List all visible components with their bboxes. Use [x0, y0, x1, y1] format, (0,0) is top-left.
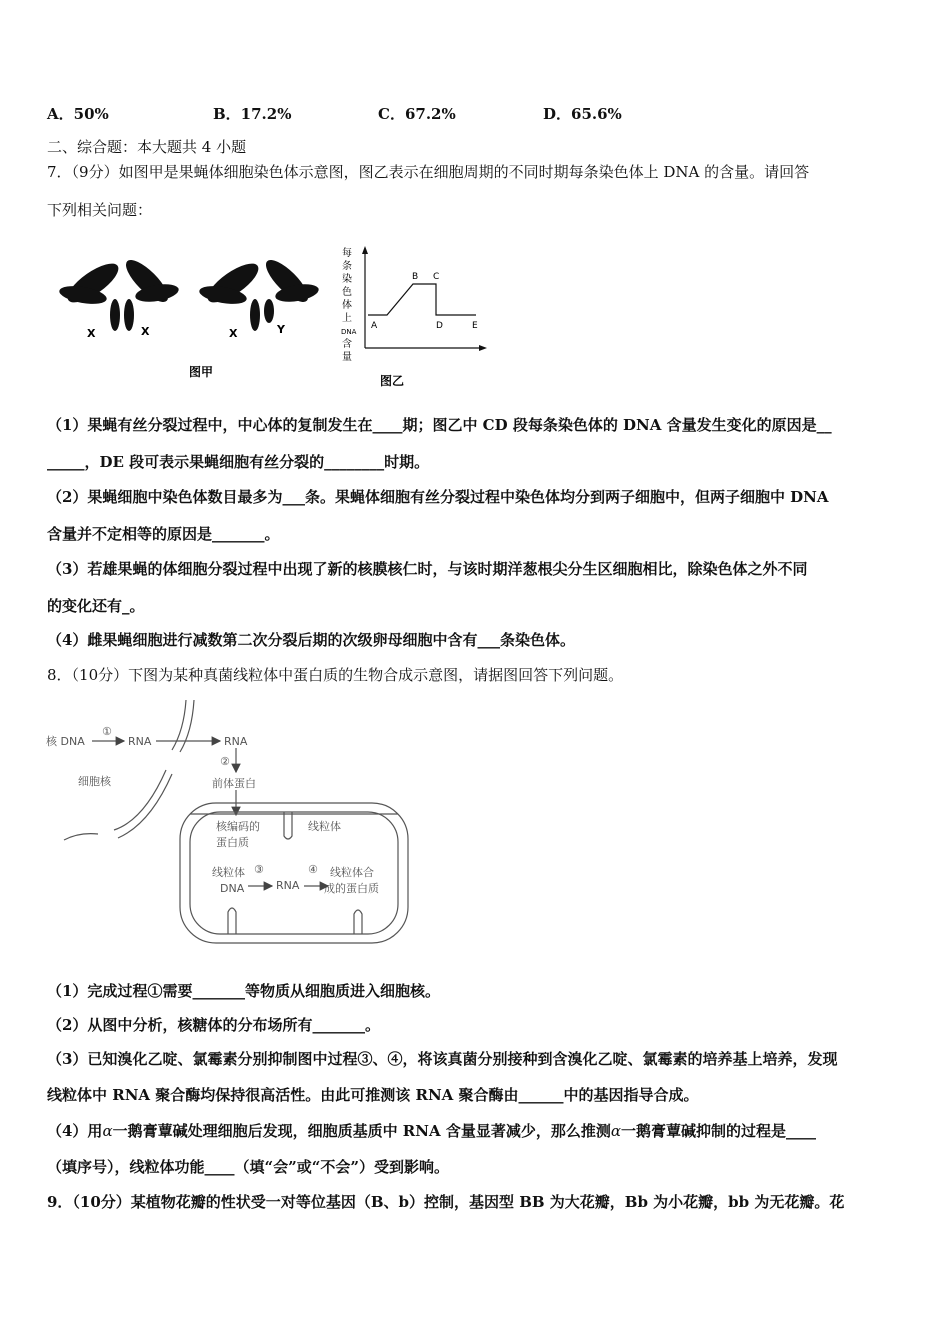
ylabel-char: 每 [342, 248, 352, 259]
ylabel-char: 条 [342, 261, 352, 272]
mito-protein-label: 成的蛋白质 [324, 882, 379, 895]
nuclear-dna-label: 核 DNA [46, 735, 85, 748]
q8-sub1: （1）完成过程①需要_______等物质从细胞质进入细胞核。 [47, 982, 440, 1000]
y-axis-arrow [362, 246, 368, 254]
crista [284, 812, 292, 839]
q8-sub4-line1 [47, 1121, 816, 1141]
nuclear-encoded-protein-label: 核编码的 [216, 820, 260, 833]
q9-stem: 9．（10分）某植物花瓣的性状受一对等位基因（B、b）控制，基因型 BB 为大花瓣，Bb 为小花瓣，bb 为无花瓣。花 [47, 1193, 845, 1211]
q7-sub3-line1: （3）若雄果蝇的体细胞分裂过程中出现了新的核膜核仁时，与该时期洋葱根尖分生区细胞相比，除染色体之外不同 [47, 560, 808, 578]
nuclear-envelope [64, 834, 98, 840]
rna-label: RNA [276, 879, 300, 892]
q7-sub3-line2: 的变化还有_。 [47, 597, 145, 615]
figure-jia-label: 图甲 [189, 365, 214, 379]
mitochondrion-label: 线粒体 [308, 820, 341, 833]
nucleus-label: 细胞核 [78, 775, 111, 788]
nuclear-encoded-protein-label: 蛋白质 [216, 836, 249, 849]
alpha-symbol: α [102, 1122, 113, 1140]
figure-yi [338, 242, 498, 392]
q8-stem: 8．（10分）下图为某种真菌线粒体中蛋白质的生物合成示意图，请据图回答下列问题。 [47, 666, 624, 684]
chromosome [110, 299, 120, 331]
mito-dna-label: DNA [220, 882, 245, 895]
q7-stem-line1: 7．（9分）如图甲是果蝇体细胞染色体示意图，图乙表示在细胞周期的不同时期每条染色体上 DNA 的含量。请回答 [47, 163, 810, 181]
chromosome [250, 299, 260, 331]
q8-sub3-line1: （3）已知溴化乙啶、氯霉素分别抑制图中过程③、④，将该真菌分别接种到含溴化乙啶、氯霉素的培养基上培养，发现 [47, 1050, 838, 1068]
q7-sub1-line1: （1）果蝇有丝分裂过程中，中心体的复制发生在____期；图乙中 CD 段每条染色体的 DNA 含量发生变化的原因是__ [47, 416, 832, 434]
q7-sub4: （4）雌果蝇细胞进行减数第二次分裂后期的次级卵母细胞中含有___条染色体。 [47, 631, 575, 649]
ylabel-char: 量 [342, 352, 352, 363]
q7-sub1-line2: _____，DE 段可表示果蝇细胞有丝分裂的________时期。 [47, 453, 430, 471]
x-axis-arrow [479, 345, 487, 351]
ylabel-char: 色 [342, 287, 352, 298]
rna-label: RNA [128, 735, 152, 748]
chrom-label: X [141, 325, 150, 338]
step-1-label: ① [102, 725, 112, 738]
q7-sub2-line1: （2）果蝇细胞中染色体数目最多为___条。果蝇体细胞有丝分裂过程中染色体均分到两子细胞中，但两子细胞中 DNA [47, 488, 829, 506]
q8-sub4-prefix: （4）用 [47, 1122, 103, 1140]
ylabel-char: 体 [342, 300, 352, 311]
option-d: D．65.6% [543, 105, 622, 123]
q8-sub4-suffix: 一鹅膏蕈碱抑制的过程是____ [620, 1122, 816, 1140]
ylabel-char: DNA [341, 328, 357, 336]
q8-sub3-line2: 线粒体中 RNA 聚合酶均保持很高活性。由此可推测该 RNA 聚合酶由______中的基因指导合成。 [47, 1086, 699, 1104]
point-b: B [412, 272, 419, 282]
figure-mito-protein-synthesis [44, 690, 424, 952]
option-a: A．50% [47, 105, 109, 123]
ylabel-char: 染 [342, 274, 352, 285]
option-b: B．17.2% [213, 105, 292, 123]
point-e: E [472, 321, 478, 331]
q7-stem-line2: 下列相关问题： [47, 201, 153, 219]
crista [228, 908, 236, 934]
q7-sub2-line2: 含量并不定相等的原因是_______。 [47, 525, 280, 543]
step-4-label: ④ [308, 863, 318, 876]
point-c: C [433, 272, 440, 282]
point-a: A [371, 321, 378, 331]
q8-sub2: （2）从图中分析，核糖体的分布场所有_______。 [47, 1016, 380, 1034]
step-3-label: ③ [254, 863, 264, 876]
point-d: D [436, 321, 443, 331]
alpha-symbol: α [610, 1122, 621, 1140]
chrom-label: X [87, 327, 96, 340]
option-c: C．67.2% [378, 105, 456, 123]
nuclear-envelope [172, 700, 186, 750]
chrom-label: X [229, 327, 238, 340]
chrom-label: Y [277, 323, 285, 336]
chromosome [264, 299, 274, 323]
rna-label: RNA [224, 735, 248, 748]
mito-dna-label: 线粒体 [212, 866, 245, 879]
precursor-protein-label: 前体蛋白 [212, 777, 256, 790]
ylabel-char: 上 [342, 313, 352, 324]
q8-sub4-line2: （填序号），线粒体功能____（填“会”或“不会”）受到影响。 [47, 1158, 450, 1176]
q8-sub4-middle: 一鹅膏蕈碱处理细胞后发现，细胞质基质中 RNA 含量显著减少，那么推测 [112, 1122, 611, 1140]
figure-jia [55, 245, 335, 385]
section-heading: 二、综合题：本大题共 4 小题 [47, 138, 247, 156]
dna-curve [368, 284, 476, 315]
mito-protein-label: 线粒体合 [330, 866, 374, 879]
crista [354, 910, 362, 934]
chromosome [124, 299, 134, 331]
step-2-label: ② [220, 755, 230, 768]
ylabel-char: 含 [342, 339, 352, 350]
figure-yi-label: 图乙 [380, 374, 405, 388]
